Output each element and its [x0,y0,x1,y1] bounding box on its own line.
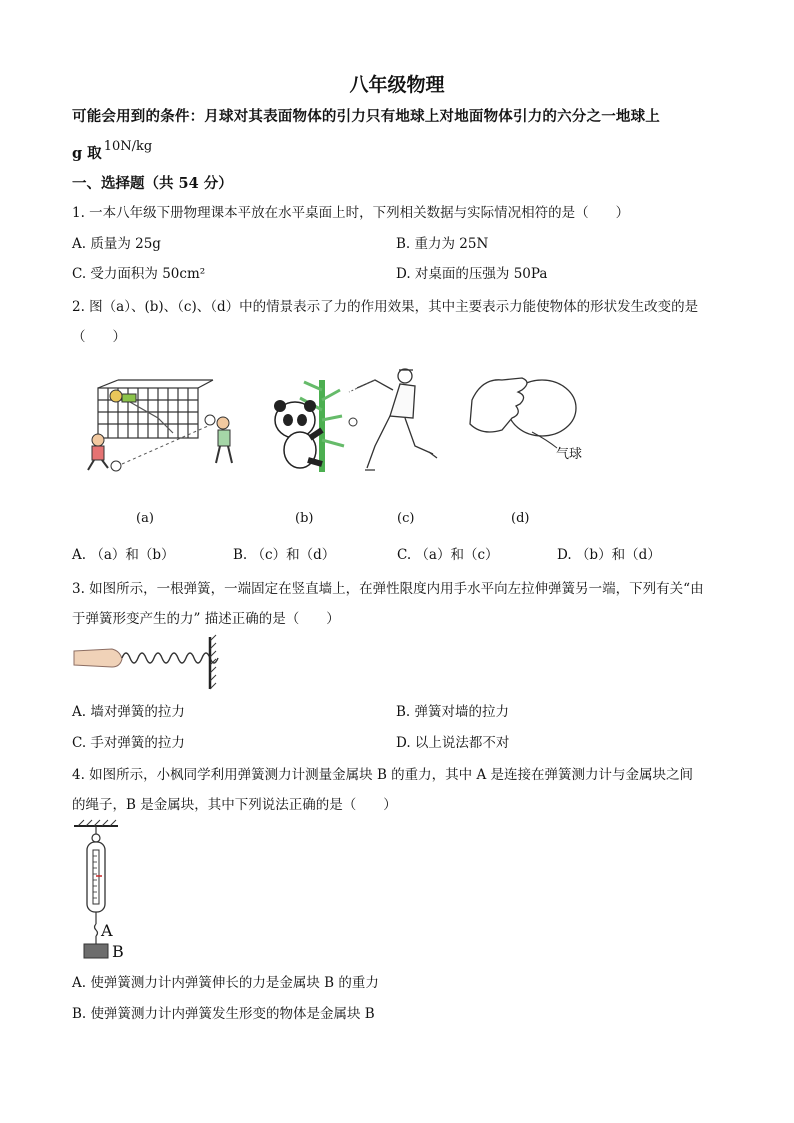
q2-stem-line2: （ ） [72,329,126,345]
figure-b-panda [260,380,350,480]
given-condition: 可能会用到的条件：月球对其表面物体的引力只有地球上对地面物体引力的六分之一地球上 [72,108,660,125]
caption-d: (d) [511,511,530,526]
figure-a-soccer [78,378,258,478]
gravity-label: g 取 [72,145,102,162]
q4-stem-line1: 4. 如图所示，小枫同学利用弹簧测力计测量金属块 B 的重力，其中 A 是连接在弹簧测力计与金属块之间 [72,767,694,783]
q3-option-a[interactable]: A. 墙对弹簧的拉力 [72,704,185,720]
q4-stem-line2: 的绳子，B 是金属块，其中下列说法正确的是（ ） [72,797,397,813]
q2-option-a[interactable]: A. （a）和（b） [72,547,175,563]
q1-option-a[interactable]: A. 质量为 25g [72,236,161,252]
section-heading: 一、选择题（共 54 分） [72,175,233,192]
q2-option-d[interactable]: D. （b）和（d） [557,547,661,563]
q3-option-b[interactable]: B. 弹簧对墙的拉力 [396,704,510,720]
q1-option-c[interactable]: C. 受力面积为 50cm² [72,266,206,282]
figure-c-batter [345,366,445,474]
q2-option-b[interactable]: B. （c）和（d） [233,547,336,563]
gravity-constant [72,139,153,163]
gravity-value: 10N/kg [103,139,153,154]
caption-c: (c) [397,511,415,526]
label-block-b: B [112,942,124,961]
caption-b: (b) [295,511,314,526]
q2-stem-line1: 2. 图（a）、(b)、（c)、（d）中的情景表示了力的作用效果，其中主要表示力能使物体的形状发生改变的是 [72,299,699,315]
page-title: 八年级物理 [349,74,445,96]
q1-option-b[interactable]: B. 重力为 25N [396,236,489,252]
q1-option-d[interactable]: D. 对桌面的压强为 50Pa [396,266,548,282]
q4-option-a[interactable]: A. 使弹簧测力计内弹簧伸长的力是金属块 B 的重力 [72,975,379,991]
label-rope-a: A [101,921,113,940]
caption-a: (a) [136,511,154,526]
q1-stem: 1. 一本八年级下册物理课本平放在水平桌面上时，下列相关数据与实际情况相符的是（ ） [72,205,630,221]
q4-option-b[interactable]: B. 使弹簧测力计内弹簧发生形变的物体是金属块 B [72,1006,375,1022]
balloon-label: 气球 [556,447,583,462]
q2-option-c[interactable]: C. （a）和（c） [397,547,499,563]
q3-stem-line1: 3. 如图所示，一根弹簧，一端固定在竖直墙上，在弹性限度内用手水平向左拉伸弹簧另一端，下列有关“由 [72,581,704,597]
q3-option-c[interactable]: C. 手对弹簧的拉力 [72,735,185,751]
figure-spring-wall [72,635,222,691]
q3-stem-line2: 于弹簧形变产生的力” 描述正确的是（ ） [72,611,340,627]
q3-option-d[interactable]: D. 以上说法都不对 [396,735,510,751]
